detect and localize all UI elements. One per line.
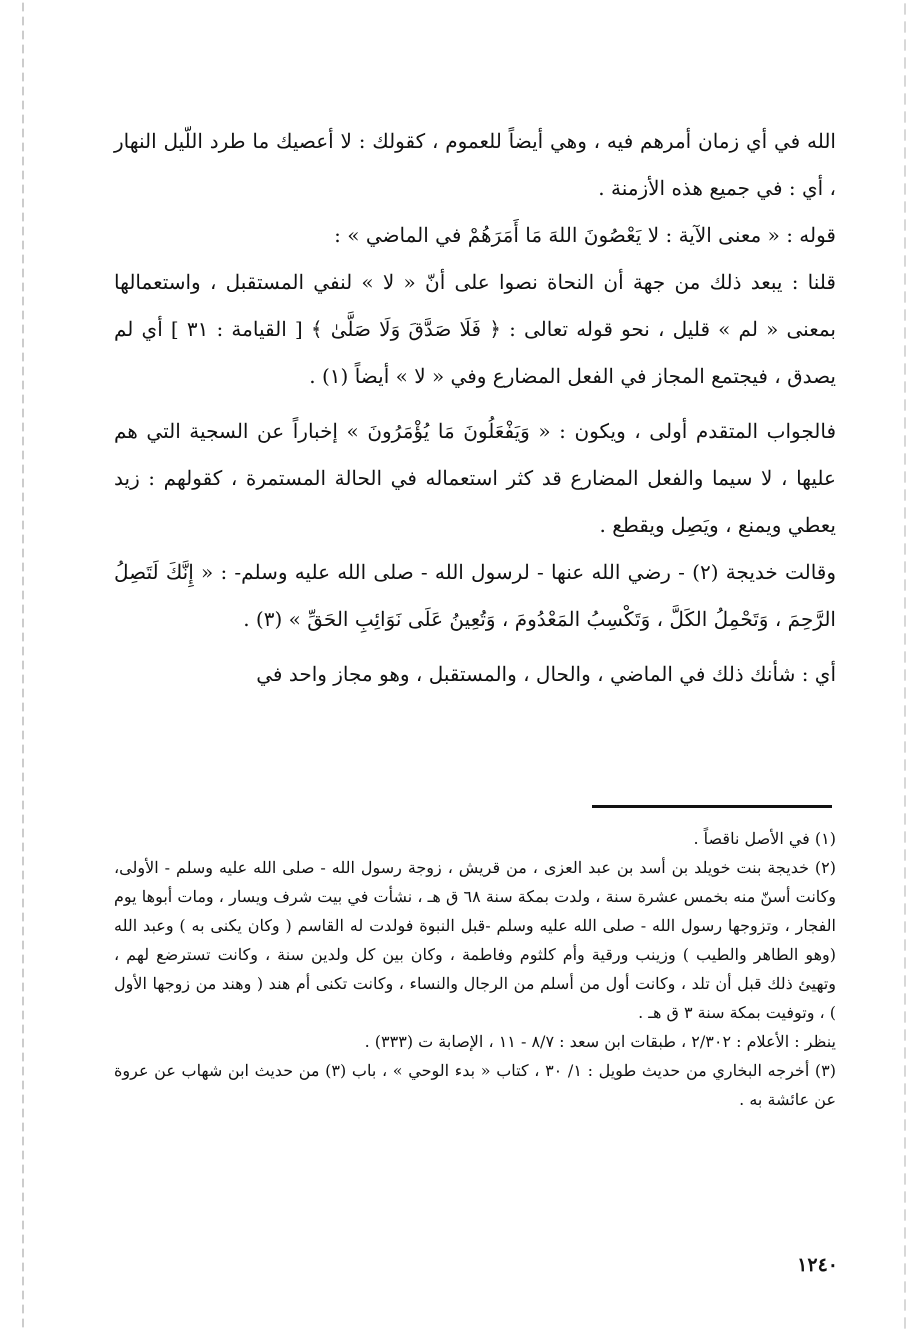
footnote-separator [592, 805, 832, 808]
paragraph-3: قلنا : يبعد ذلك من جهة أن النحاة نصوا على أنّ « لا » لنفي المستقبل ، واستعمالها بمعنى « لم » قليل ، نحو قوله تعالى : ﴿ فَلَا صَدَّقَ وَلَا صَلَّىٰ ﴾ [ القيامة : ٣١ ] أي لم يصدق ، فيجتمع المجاز في الفعل المضارع وفي « لا » أيضاً (١) . [114, 270, 836, 388]
paragraph-6: أي : شأنك ذلك في الماضي ، والحال ، والمستقبل ، وهو مجاز واحد في [256, 662, 836, 686]
paragraph-4: فالجواب المتقدم أولى ، ويكون : « وَيَفْعَلُونَ مَا يُؤْمَرُونَ » إخباراً عن السجية التي هم عليها ، لا سيما والفعل المضارع قد كثر استعماله في الحالة المستمرة ، كقولهم : زيد يعطي ويمنع ، ويَصِل ويقطع . [114, 419, 836, 537]
scan-edge-left [22, 0, 24, 1330]
page-number: ١٢٤٠ [797, 1254, 838, 1276]
footnote-3: (٣) أخرجه البخاري من حديث طويل : ١/ ٣٠ ، كتاب « بدء الوحي » ، باب (٣) من حديث ابن شهاب عن عروة عن عائشة به . [114, 1061, 837, 1109]
footnote-1: (١) في الأصل ناقصاً . [693, 829, 836, 848]
footnote-2: (٢) خديجة بنت خويلد بن أسد بن عبد العزى ، من قريش ، زوجة رسول الله - صلى الله عليه وسلم - الأولى، وكانت أسنّ منه بخمس عشرة سنة ، ولدت بمكة سنة ٦٨ ق هـ ، نشأت في بيت شرف ويسار ، ومات أبوها يوم الفجار ، وتزوجها رسول الله - صلى الله عليه وسلم -قبل النبوة فولدت له القاسم ( وكان يكنى به ) وعبد الله (وهو الطاهر والطيب ) وزينب ورقية وأم كلثوم وفاطمة ، وكان بين كل ولدين سنة ، وكانت تسترضع لهم ، وتهيئ ذلك قبل أن تلد ، وكانت أول من أسلم من الرجال والنساء ، وكانت تكنى أم هند ( وهند من زوجها الأول ) ، وتوفيت بمكة سنة ٣ ق هـ . [114, 858, 837, 1022]
paragraph-5: وقالت خديجة (٢) - رضي الله عنها - لرسول الله - صلى الله عليه وسلم- : « إِنَّكَ لَتَصِلُ الرَّحِمَ ، وَتَحْمِلُ الكَلَّ ، وَتَكْسِبُ المَعْدُومَ ، وَتُعِينُ عَلَى نَوَائِبِ الحَقِّ » (٣) . [114, 560, 837, 631]
footnotes [114, 824, 836, 1114]
paragraph-1: الله في أي زمان أمرهم فيه ، وهي أيضاً للعموم ، كقولك : لا أعصيك ما طرد اللّيل النهار ، أي : في جميع هذه الأزمنة . [114, 129, 836, 200]
footnote-2-references: ينظر : الأعلام : ٢/٣٠٢ ، طبقات ابن سعد : ٨/٧ - ١١ ، الإصابة ت (٣٣٣) . [364, 1032, 836, 1051]
main-text [114, 118, 836, 698]
scan-edge-right [904, 0, 906, 1330]
paragraph-2: قوله : « معنى الآية : لا يَعْصُونَ اللهَ مَا أَمَرَهُمْ في الماضي » : [334, 223, 836, 247]
